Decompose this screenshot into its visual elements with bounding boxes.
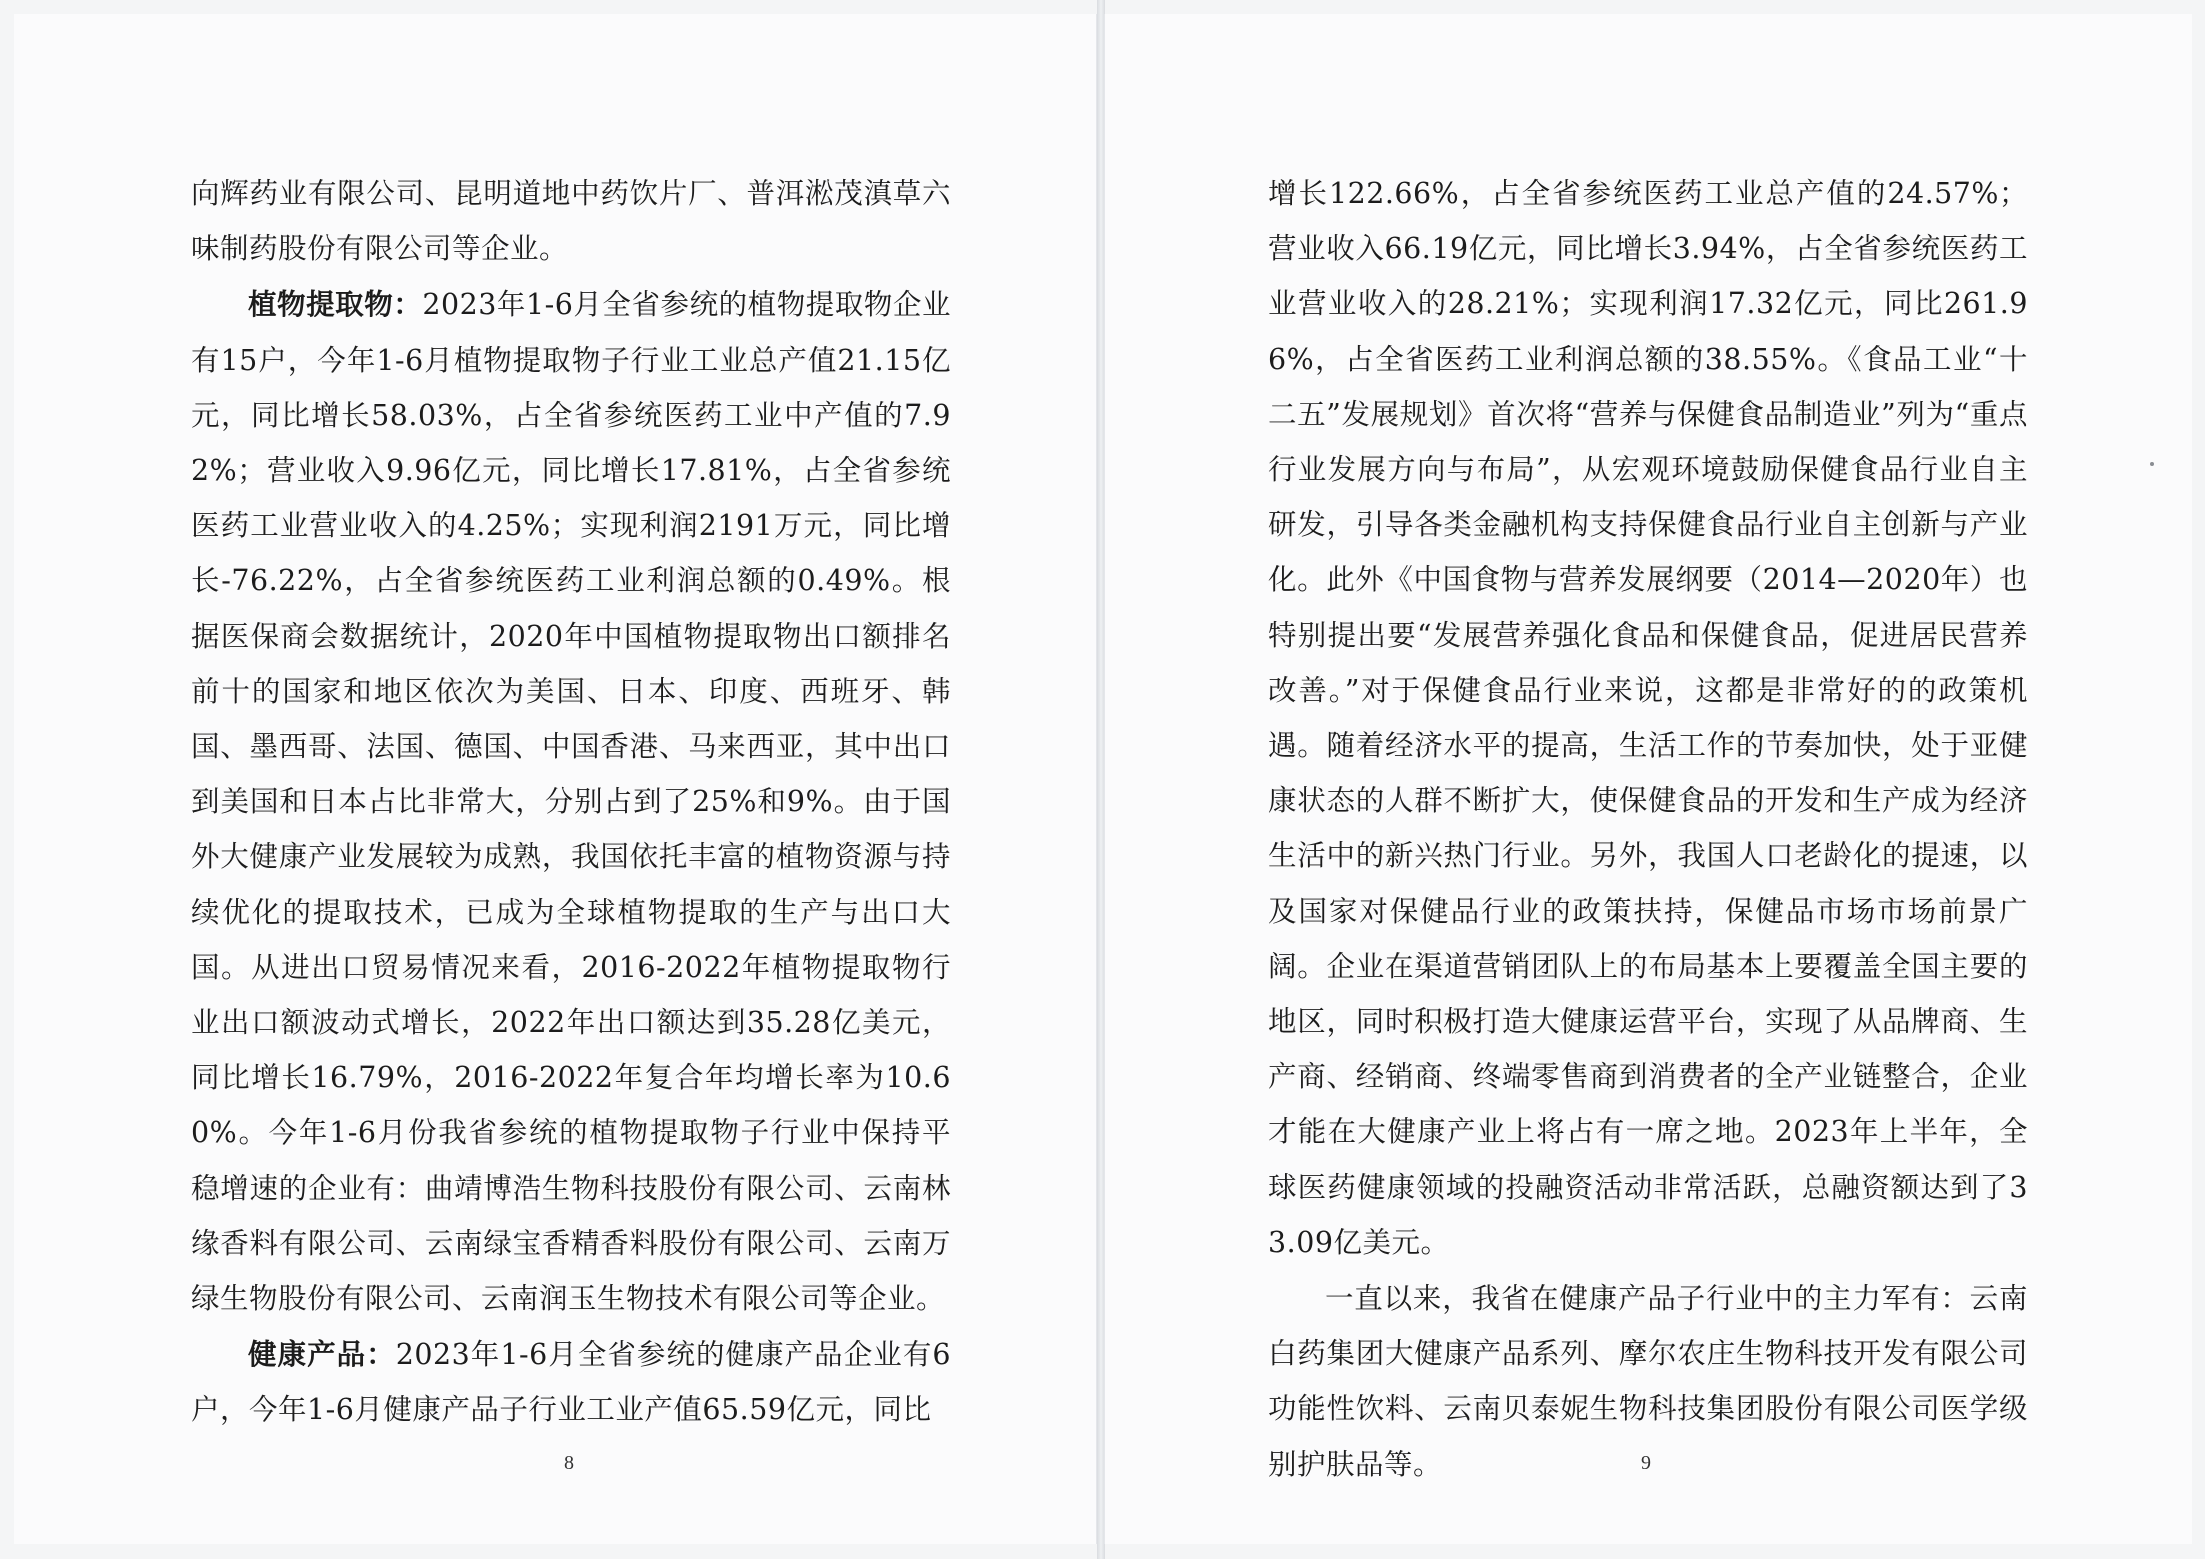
right-page-text (1268, 166, 2028, 1492)
page-number: 9 (1641, 1452, 1651, 1474)
section-heading-health-products: 健康产品： (248, 1338, 396, 1372)
page-number: 8 (564, 1452, 574, 1474)
right-page (1104, 14, 2192, 1544)
paragraph: 向辉药业有限公司、昆明道地中药饮片厂、普洱淞茂滇草六味制药股份有限公司等企业。 (191, 177, 951, 266)
paragraph: 一直以来，我省在健康产品子行业中的主力军有：云南白药集团大健康产品系列、摩尔农庄生物科技开发有限公司功能性饮料、云南贝泰妮生物科技集团股份有限公司医学级别护肤品等。 (1268, 1282, 2028, 1481)
scan-speck (2150, 462, 2154, 466)
left-page-text (191, 166, 951, 1438)
section-heading-plant-extracts: 植物提取物： (248, 288, 423, 322)
paragraph-body: 2023年1-6月全省参统的健康产品企业有6户，今年1-6月健康产品子行业工业产值65.59亿元，同比 (191, 1338, 951, 1427)
paragraph-body: 2023年1-6月全省参统的植物提取物企业有15户，今年1-6月植物提取物子行业工业总产值21.15亿元，同比增长58.03%，占全省参统医药工业中产值的7.92%；营业收入9.96亿元，同比增长17.81%，占全省参统医药工业营业收入的4.25%；实现利润2191万元，同比增长-76.22%，占全省参统医药工业利润总额的0.49%。根据医保商会数据统计，2020年中国植物提取物出口额排名前十的国家和地区依次为美国、日本、印度、西班牙、韩国、墨西哥、法国、德国、中国香港、马来西亚，其中出口到美国和日本占比非常大，分别占到了25%和9%。由于国外大健康产业发展较为成熟，我国依托丰富的植物资源与持续优化的提取技术，已成为全球植物提取的生产与出口大国。从进出口贸易情况来看，2016-2022年植物提取物行业出口额波动式增长，2022年出口额达到35.28亿美元，同比增长16.79%，2016-2022年复合年均增长率为10.60%。今年1-6月份我省参统的植物提取物子行业中保持平稳增速的企业有：曲靖博浩生物科技股份有限公司、云南林缘香料有限公司、云南绿宝香精香料股份有限公司、云南万绿生物股份有限公司、云南润玉生物技术有限公司等企业。 (191, 288, 951, 1316)
paragraph-health-products (191, 1327, 951, 1437)
paragraph-plant-extracts (191, 277, 951, 1326)
paragraph: 增长122.66%，占全省参统医药工业总产值的24.57%；营业收入66.19亿元，同比增长3.94%，占全省参统医药工业营业收入的28.21%；实现利润17.32亿元，同比261.96%，占全省医药工业利润总额的38.55%。《食品工业“十二五”发展规划》首次将“营养与保健食品制造业”列为“重点行业发展方向与布局”，从宏观环境鼓励保健食品行业自主研发，引导各类金融机构支持保健食品行业自主创新与产业化。此外《中国食物与营养发展纲要（2014—2020年）也特别提出要“发展营养强化食品和保健食品，促进居民营养改善。”对于保健食品行业来说，这都是非常好的的政策机遇。随着经济水平的提高，生活工作的节奏加快，处于亚健康状态的人群不断扩大，使保健食品的开发和生产成为经济生活中的新兴热门行业。另外，我国人口老龄化的提速，以及国家对保健品行业的政策扶持，保健品市场市场前景广阔。企业在渠道营销团队上的布局基本上要覆盖全国主要的地区，同时积极打造大健康运营平台，实现了从品牌商、生产商、经销商、终端零售商到消费者的全产业链整合，企业才能在大健康产业上将占有一席之地。2023年上半年，全球医药健康领域的投融资活动非常活跃，总融资额达到了33.09亿美元。 (1268, 177, 2028, 1259)
left-page (14, 14, 1097, 1544)
